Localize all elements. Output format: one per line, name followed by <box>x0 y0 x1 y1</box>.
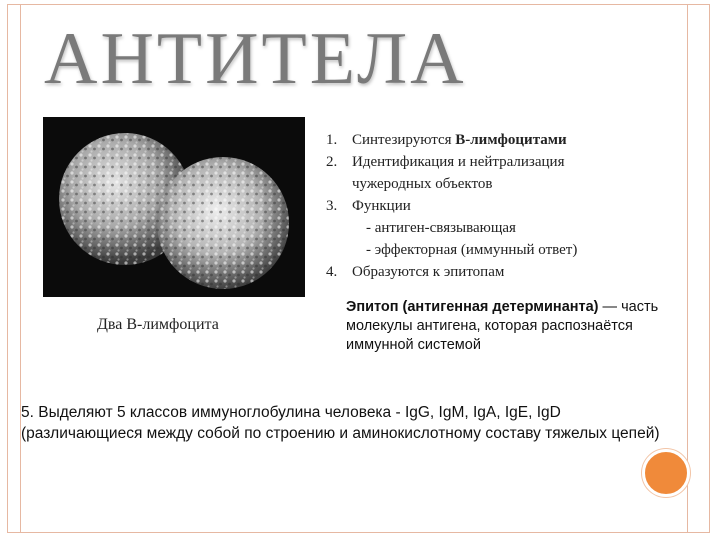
list-item: 4. Образуются к эпитопам <box>326 264 505 280</box>
definition-text: — часть молекулы антигена, которая распознаётся иммунной системой <box>346 299 659 353</box>
decorative-orange-dot <box>642 449 690 497</box>
sub-list-item: - антиген-связывающая <box>366 220 516 236</box>
sub-list-item: - эффекторная (иммунный ответ) <box>366 242 578 258</box>
photo-caption: Два В-лимфоцита <box>97 316 219 333</box>
list-item-continuation: чужеродных объектов <box>352 176 493 192</box>
lymphocyte-photo <box>43 117 305 297</box>
list-item: 2. Идентификация и нейтрализация <box>326 154 565 170</box>
definition-term: Эпитоп (антигенная детерминанта) <box>346 299 599 315</box>
immunoglobulin-classes-text: 5. Выделяют 5 классов иммуноглобулина человека - IgG, IgM, IgA, IgE, IgD (различающиеся между собой по строению и аминокислотному составу тяжелых цепей) <box>21 404 660 442</box>
slide-title: АНТИТЕЛА <box>44 18 467 100</box>
list-item: 1. Синтезируются В-лимфоцитами <box>326 132 567 148</box>
list-item: 3. Функции <box>326 198 411 214</box>
epitope-definition <box>346 298 666 355</box>
properties-list <box>326 129 656 283</box>
